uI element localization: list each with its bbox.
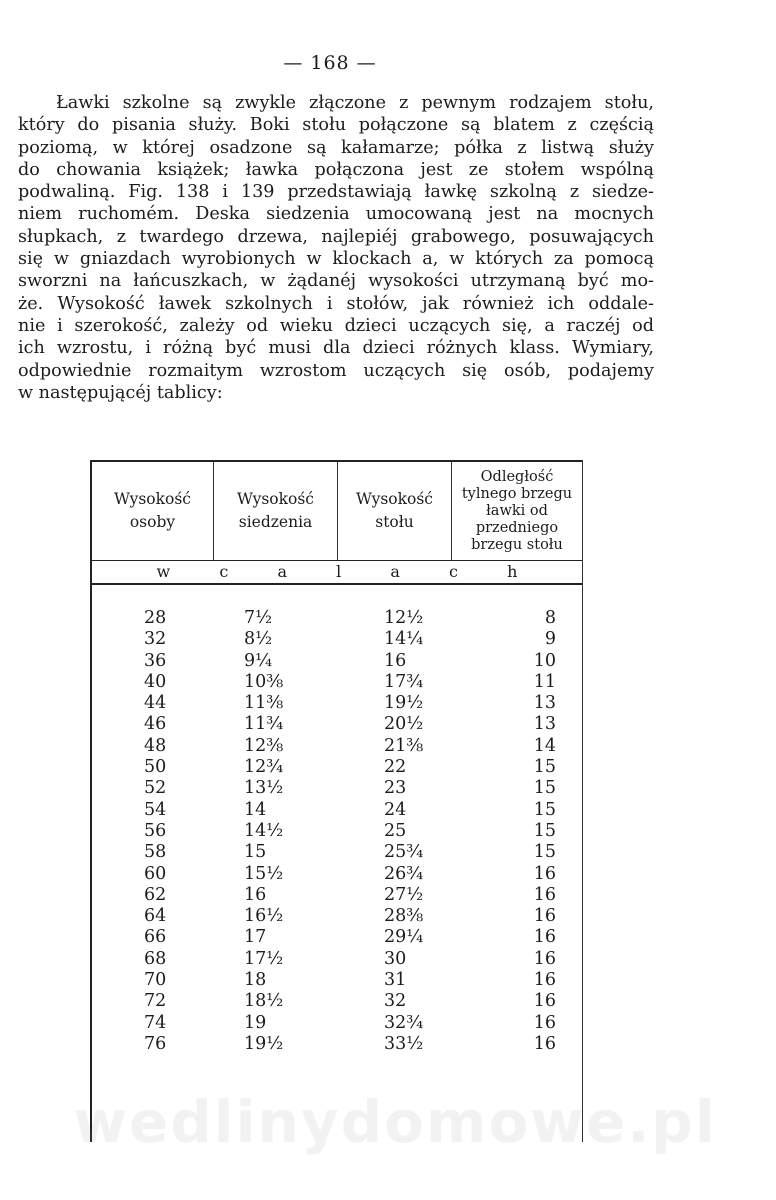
unit-letter: c: [219, 561, 229, 581]
paragraph-line: się w gniazdach wyrobionych w klockach a, w których za pomocą: [18, 249, 654, 270]
table-cell: 16: [533, 948, 556, 969]
table-cell: 12¾: [244, 757, 284, 778]
table-row: [92, 991, 582, 1012]
table-row: [92, 672, 582, 693]
table-cell: 28⅜: [384, 906, 424, 927]
table-cell: 11¾: [244, 714, 284, 735]
table-cell: 15½: [244, 863, 284, 884]
table-cell: 64: [144, 906, 167, 927]
table-row: [92, 757, 582, 778]
table-row: [92, 629, 582, 650]
table-cell: 68: [144, 948, 167, 969]
units-row: [92, 559, 582, 585]
table-cell: 16: [533, 991, 556, 1012]
table-cell: 7½: [244, 608, 273, 628]
paragraph-line: niem ruchomém. Deska siedzenia umocowaną jest na mocnych: [18, 204, 654, 225]
table-row: [92, 927, 582, 948]
table-row: [92, 1034, 582, 1055]
table-cell: 14: [533, 735, 556, 756]
unit-letter: a: [390, 561, 400, 581]
table-cell: 16: [384, 650, 407, 671]
paragraph-line: podwaliną. Fig. 138 i 139 przedstawiają ławkę szkolną z siedze-: [18, 182, 654, 203]
table-cell: 16: [533, 1033, 556, 1054]
table-cell: 17: [244, 927, 267, 948]
table-cell: 29¼: [384, 927, 424, 948]
table-cell: 28: [144, 608, 167, 628]
table-cell: 62: [144, 884, 167, 905]
table-cell: 11: [533, 671, 556, 692]
table-cell: 21⅜: [384, 735, 424, 756]
table-cell: 11⅜: [244, 693, 284, 714]
table-cell: 31: [384, 970, 407, 991]
table-cell: 74: [144, 1012, 167, 1033]
table-cell: 14½: [244, 820, 284, 841]
table-cell: 25¾: [384, 842, 424, 863]
table-cell: 12½: [384, 608, 424, 628]
unit-letter: w: [156, 561, 171, 581]
table-cell: 13: [533, 693, 556, 714]
table-cell: 50: [144, 757, 167, 778]
header-bench-distance: Odległość tylnego brzegu ławki od przedniego brzegu stołu: [461, 468, 573, 553]
table-cell: 15: [533, 842, 556, 863]
table-cell: 44: [144, 693, 167, 714]
table-cell: 17½: [244, 948, 284, 969]
table-cell: 18: [244, 970, 267, 991]
paragraph-line: który do pisania służy. Boki stołu połączone są blatem z częścią: [18, 115, 654, 136]
table-cell: 19½: [384, 693, 424, 714]
table-cell: 16: [244, 884, 267, 905]
table-cell: 16: [533, 906, 556, 927]
unit-letter: h: [507, 561, 518, 581]
table-cell: 16: [533, 1012, 556, 1033]
header-person-height: Wysokość osoby: [92, 462, 214, 560]
table-cell: 19½: [244, 1033, 284, 1054]
header-table-height: Wysokość stołu: [338, 462, 452, 560]
table-cell: 17¾: [384, 671, 424, 692]
table-cell: 25: [384, 820, 407, 841]
paragraph-line: poziomą, w której osadzone są kałamarze; półka z listwą służy: [18, 137, 654, 158]
table-row: [92, 778, 582, 799]
table-cell: 16½: [244, 906, 284, 927]
table-cell: 8½: [244, 629, 273, 650]
table-row: [92, 864, 582, 885]
table-cell: 30: [384, 948, 407, 969]
table-cell: 15: [533, 799, 556, 820]
table-row: [92, 821, 582, 842]
table-row: [92, 714, 582, 735]
paragraph-line: do chowania książek; ławka połączona jest ze stołem wspólną: [18, 159, 654, 180]
table-row: [92, 970, 582, 991]
table-cell: 19: [244, 1012, 267, 1033]
table-cell: 16: [533, 927, 556, 948]
table-row: [92, 736, 582, 757]
table-row: [92, 906, 582, 927]
table-cell: 15: [533, 778, 556, 799]
table-row: [92, 885, 582, 906]
body-paragraph: [18, 92, 654, 404]
page-number: — 168 —: [283, 52, 377, 74]
table-row: [92, 608, 582, 629]
table-cell: 20½: [384, 714, 424, 735]
table-cell: 52: [144, 778, 167, 799]
table-cell: 72: [144, 991, 167, 1012]
table-cell: 46: [144, 714, 167, 735]
table-cell: 70: [144, 970, 167, 991]
table-cell: 22: [384, 757, 407, 778]
paragraph-line: odpowiednie rozmaitym wzrostom uczących się osób, podajemy: [18, 360, 654, 381]
table-cell: 15: [533, 820, 556, 841]
table-body: [92, 608, 582, 1055]
unit-letter: l: [336, 561, 342, 581]
table-cell: 60: [144, 863, 167, 884]
table-cell: 9: [544, 629, 556, 650]
table-cell: 32: [384, 991, 407, 1012]
table-cell: 33½: [384, 1033, 424, 1054]
table-cell: 32¾: [384, 1012, 424, 1033]
table-cell: 76: [144, 1033, 167, 1054]
table-row: [92, 651, 582, 672]
unit-letter: a: [277, 561, 287, 581]
table-cell: 15: [533, 757, 556, 778]
header-seat-height: Wysokość siedzenia: [214, 462, 338, 560]
table-row: [92, 949, 582, 970]
table-cell: 8: [544, 608, 556, 628]
paragraph-line: że. Wysokość ławek szkolnych i stołów, jak również ich oddale-: [18, 293, 654, 314]
table-cell: 12⅜: [244, 735, 284, 756]
table-cell: 36: [144, 650, 167, 671]
watermark-text: wedlinydomowe.pl: [73, 1088, 717, 1156]
table-cell: 27½: [384, 884, 424, 905]
table-cell: 15: [244, 842, 267, 863]
table-cell: 24: [384, 799, 407, 820]
paragraph-line: nie i szerokość, zależy od wieku dzieci uczących się, a raczéj od: [18, 315, 654, 336]
paragraph-line: słupkach, z twardego drzewa, najlepiéj grabowego, posuwających: [18, 226, 654, 247]
table-cell: 14: [244, 799, 267, 820]
table-row: [92, 693, 582, 714]
table-row: [92, 1013, 582, 1034]
unit-letter: c: [448, 561, 458, 581]
table-cell: 10: [533, 650, 556, 671]
paragraph-line: Ławki szkolne są zwykle złączone z pewnym rodzajem stołu,: [56, 93, 654, 113]
table-cell: 32: [144, 629, 167, 650]
table-cell: 10⅜: [244, 671, 284, 692]
table-cell: 58: [144, 842, 167, 863]
table-cell: 48: [144, 735, 167, 756]
table-row: [92, 842, 582, 863]
table-cell: 40: [144, 671, 167, 692]
table-header: [92, 460, 582, 561]
table-cell: 54: [144, 799, 167, 820]
table-cell: 9¼: [244, 650, 273, 671]
table-cell: 23: [384, 778, 407, 799]
table-cell: 18½: [244, 991, 284, 1012]
table-cell: 26¾: [384, 863, 424, 884]
table-cell: 16: [533, 863, 556, 884]
paragraph-line: ich wzrostu, i różną być musi dla dzieci różnych klass. Wymiary,: [18, 338, 654, 359]
table-cell: 56: [144, 820, 167, 841]
table-cell: 13½: [244, 778, 284, 799]
table-cell: 14¼: [384, 629, 424, 650]
dimensions-table: [90, 460, 583, 1142]
table-cell: 16: [533, 884, 556, 905]
paragraph-line: w następującéj tablicy:: [18, 382, 223, 403]
table-row: [92, 800, 582, 821]
paragraph-line: sworzni na łańcuszkach, w żądanéj wysokości utrzymaną być mo-: [18, 271, 654, 292]
table-cell: 13: [533, 714, 556, 735]
table-cell: 66: [144, 927, 167, 948]
table-cell: 16: [533, 970, 556, 991]
